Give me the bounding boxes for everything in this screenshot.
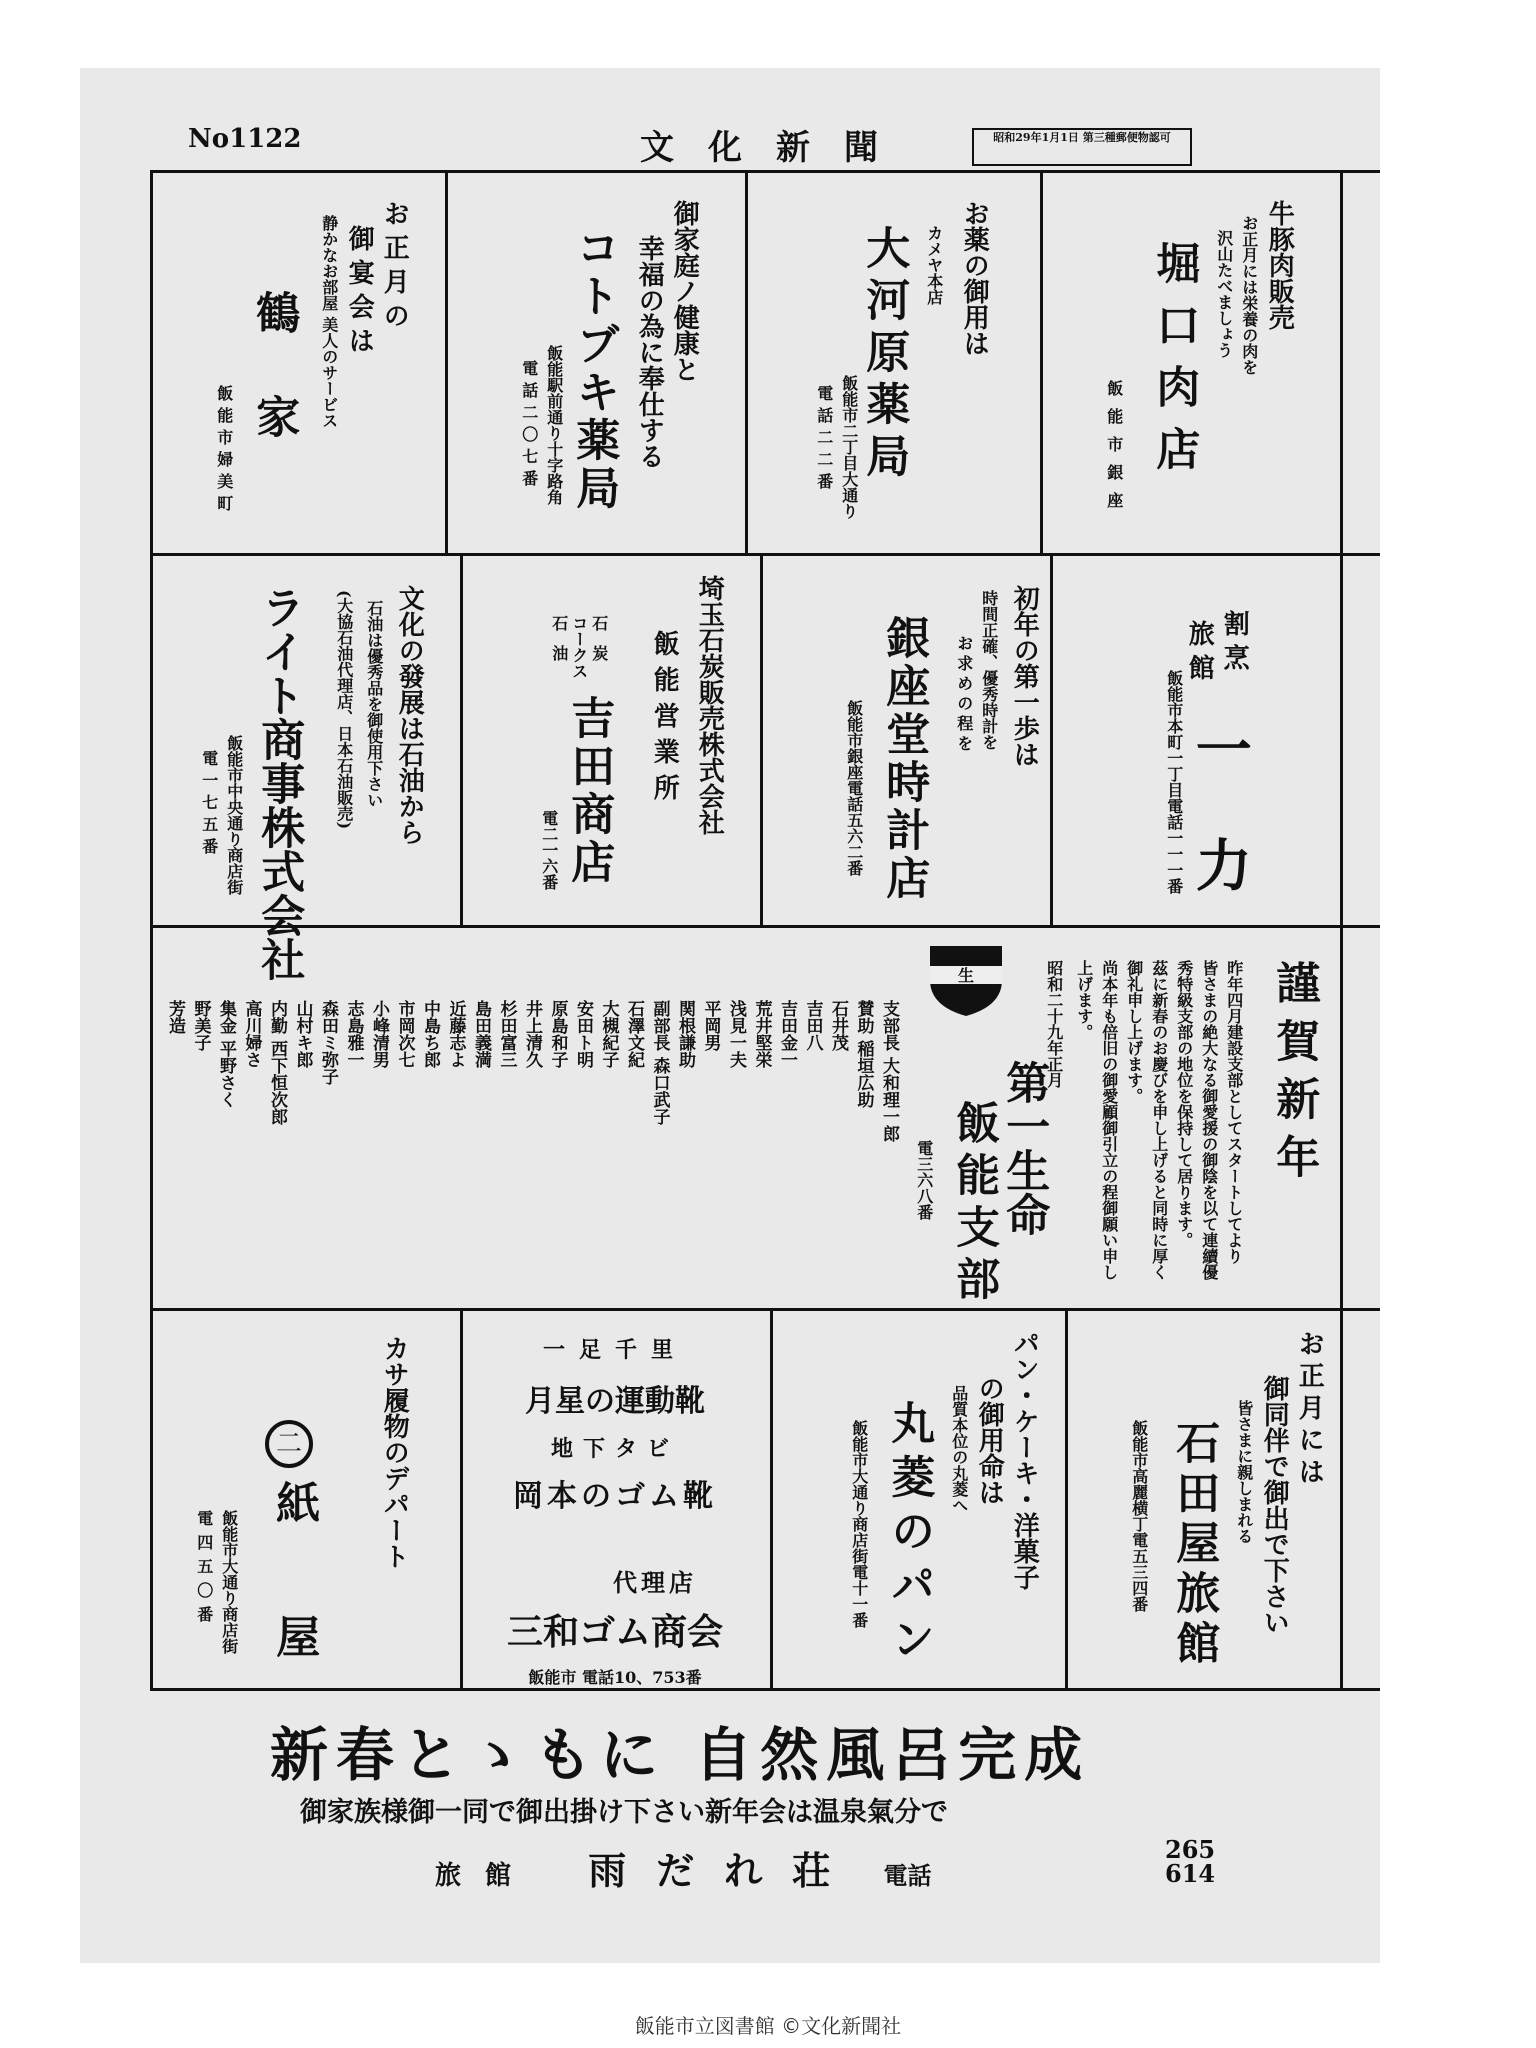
sanwa-name: 三和ゴム商会 <box>506 1611 723 1653</box>
kotobuki-tel: 電話二〇七番 <box>519 360 539 492</box>
staff-name: 安田ト明 <box>573 1000 593 1068</box>
staff-name: 野美子 <box>190 1000 211 1051</box>
okawara-line1: お薬の御用は <box>959 200 990 356</box>
staff-name: 島田義満 <box>471 1000 491 1068</box>
staff-name: 石澤文紀 <box>624 1000 644 1068</box>
ishidaya-addr: 飯能市高麗横丁電五三四番 <box>1129 1420 1149 1612</box>
staff-name: 石井茂 <box>828 1000 848 1051</box>
staff-name: 支部長 大和理一郎 <box>879 1000 899 1142</box>
kamiya-line1: カサ履物のデパート <box>379 1335 410 1569</box>
yoshida-item1: 石炭 <box>589 615 609 675</box>
greeting-body7: 上げます。 <box>1074 960 1094 1040</box>
rule <box>150 170 153 1690</box>
rule <box>460 553 463 925</box>
sanwa-line2: 月星の運動靴 <box>525 1384 705 1419</box>
banner-headline: 新春とゝもに 自然風呂完成 <box>270 1721 1091 1789</box>
rule <box>150 170 1380 173</box>
sanwa-line1: 一足千里 <box>542 1337 687 1363</box>
ginzado-line3: お求めの程を <box>954 635 974 755</box>
rule <box>770 1308 773 1688</box>
light-name: ライト商事株式会社 <box>253 585 305 981</box>
kotobuki-name: コトブキ薬局 <box>568 225 620 513</box>
light-addr: 飯能市中央通り商店街 <box>224 735 244 895</box>
yoshida-line1: 埼玉石炭販売株式会社 <box>694 575 725 835</box>
staff-name: 吉田金一 <box>777 1000 797 1068</box>
staff-name: 関根謙助 <box>675 1000 695 1068</box>
kamiya-addr: 飯能市大通り商店街 <box>219 1510 239 1654</box>
staff-name: 大槻紀子 <box>598 1000 619 1068</box>
staff-name: 集金 平野さく <box>216 1000 236 1108</box>
staff-name: 志島雅一 <box>343 1000 364 1068</box>
greeting-date: 昭和二十九年正月 <box>1044 960 1064 1088</box>
staff-name: 内勤 西下恒次郎 <box>267 1000 287 1125</box>
daiichi-logo-icon <box>926 940 1006 1020</box>
yoshida-line2: 飯能営業所 <box>649 630 680 810</box>
rule <box>150 553 1380 556</box>
banner-inn <box>435 1840 932 1895</box>
rule <box>1065 1308 1068 1688</box>
greeting-body5: 御礼申し上げます。 <box>1124 960 1144 1104</box>
yoshida-tel: 電二一六番 <box>539 810 559 890</box>
sanwa-ad <box>470 1325 760 1687</box>
branch-name: 飯能支部 <box>948 1100 1000 1308</box>
ichiriki-name: 一力 <box>1186 720 1253 952</box>
yoshida-name: 吉田商店 <box>563 695 615 887</box>
marubishi-name: 丸菱のパン <box>883 1400 935 1670</box>
okawara-sub: カメヤ本店 <box>924 225 944 305</box>
ginzado-addr: 飯能市銀座電話五六二番 <box>844 700 864 876</box>
ginzado-line1: 初年の第一歩は <box>1009 585 1040 767</box>
horiguchi-name: 堀口肉店 <box>1148 240 1200 488</box>
kamiya-mark: 二 <box>265 1420 313 1468</box>
staff-name: 高川婦さ <box>241 1000 262 1068</box>
staff-name: 小峰清男 <box>369 1000 389 1068</box>
staff-name: 杉田富三 <box>496 1000 517 1068</box>
bottom-banner <box>175 1690 1345 1900</box>
staff-name: 賛助 稲垣広助 <box>853 1000 874 1108</box>
ishidaya-line3: 皆さまに親しまれる <box>1234 1400 1254 1544</box>
staff-name: 荒井堅栄 <box>751 1000 772 1068</box>
kotobuki-line1: 御家庭ノ健康と <box>669 200 700 382</box>
horiguchi-headline: 牛豚肉販売 <box>1264 200 1295 330</box>
light-tel: 電一七五番 <box>199 750 219 860</box>
rule <box>745 170 748 553</box>
rule <box>1040 170 1043 553</box>
yoshida-item2: コークス <box>569 615 589 679</box>
sanwa-agent: 代理店 <box>613 1568 697 1597</box>
company-name: 第一生命 <box>998 1060 1050 1236</box>
marubishi-line1: パン・ケーキ・洋菓子 <box>1009 1330 1040 1590</box>
staff-name: 平岡男 <box>700 1000 721 1051</box>
kamiya-mark-icon <box>265 1420 313 1468</box>
staff-name: 原島和子 <box>547 1000 568 1068</box>
ishidaya-line2: 御同伴で御出で下さい <box>1259 1375 1290 1635</box>
horiguchi-sub2: 沢山たべましょう <box>1214 230 1234 358</box>
staff-name: 中島ち郎 <box>420 1000 440 1068</box>
ginzado-line2: 時間正確、優秀時計を <box>979 590 999 750</box>
tsuruya-name: 鶴家 <box>248 290 300 498</box>
ishidaya-line1: お正月には <box>1294 1330 1325 1490</box>
rule <box>1050 553 1053 925</box>
banner-phone2: 614 <box>1165 1859 1216 1888</box>
ichiriki-addr: 飯能市本町一丁目電話一一一番 <box>1164 670 1184 894</box>
tsuruya-line1: お正月の <box>379 200 410 336</box>
okawara-name: 大河原薬局 <box>858 225 910 485</box>
staff-name: 近藤志よ <box>445 1000 466 1068</box>
footer-credit: 飯能市立図書館 ©文化新聞社 <box>634 2014 902 2038</box>
ichiriki-line2: 旅館 <box>1184 620 1215 688</box>
banner-phone <box>1165 1835 1216 1888</box>
light-line1: 文化の發展は石油から <box>394 585 425 845</box>
greeting-body4: 茲に新春のお慶びを申し上げると同時に厚く <box>1149 960 1169 1280</box>
rule <box>460 1308 463 1688</box>
rule <box>445 170 448 553</box>
greeting-body3: 秀特級支部の地位を保持して居ります。 <box>1174 960 1194 1248</box>
greeting-body6: 尚本年も倍旧の御愛顧御引立の程御願い申し <box>1099 960 1119 1280</box>
branch-tel: 電三六八番 <box>914 1140 934 1220</box>
logo-mark: 生 <box>957 966 975 985</box>
tsuruya-addr: 飯能市婦美町 <box>214 385 234 517</box>
rule <box>1340 170 1343 1690</box>
okawara-tel: 電話二二番 <box>814 385 834 495</box>
ishidaya-name: 石田屋旅館 <box>1168 1420 1220 1670</box>
staff-name: 副部長 森口武子 <box>649 1000 670 1125</box>
banner-inn-tel-label: 電話 <box>883 1861 932 1890</box>
yoshida-item3: 石油 <box>549 615 569 675</box>
kotobuki-addr: 飯能駅前通り十字路角 <box>544 345 564 505</box>
banner-inn-type: 旅館 <box>435 1861 536 1891</box>
kamiya-tel: 電四五〇番 <box>194 1510 214 1630</box>
greeting: 謹賀新年 <box>1268 960 1320 1192</box>
banner-inn-name: 雨だれ荘 <box>588 1848 861 1893</box>
staff-name: 井上清久 <box>522 1000 542 1068</box>
kamiya-name: 紙屋 <box>268 1480 320 1748</box>
staff-name: 吉田八 <box>802 1000 823 1051</box>
sanwa-line4: 岡本のゴム靴 <box>513 1479 717 1514</box>
rule <box>150 1308 1380 1311</box>
marubishi-addr: 飯能市大通り商店街電十一番 <box>849 1420 869 1628</box>
greeting-body2: 皆さまの絶大なる御愛援の御陰を以て連續優 <box>1199 960 1219 1280</box>
banner-subline: 御家族様御一同で御出掛け下さい新年会は温泉氣分で <box>300 1797 948 1828</box>
ginzado-name: 銀座堂時計店 <box>878 615 930 903</box>
staff-name: 芳造 <box>165 1000 185 1034</box>
sanwa-addr: 飯能市 電話10、753番 <box>528 1668 702 1687</box>
staff-name: 山村キ郎 <box>292 1000 313 1068</box>
staff-name: 市岡次七 <box>394 1000 415 1068</box>
kotobuki-line2: 幸福の為に奉仕する <box>634 235 665 469</box>
light-line3: (大協石油代理店、日本石油販売) <box>334 590 354 830</box>
tsuruya-line2: 御宴会は <box>344 225 375 361</box>
greeting-body1: 昨年四月建設支部としてスタートしてより <box>1224 960 1244 1264</box>
staff-name: 浅見一夫 <box>726 1000 746 1068</box>
rule <box>760 553 763 925</box>
masthead <box>80 120 1380 170</box>
issue-number: No1122 <box>188 124 302 154</box>
newspaper-title: 文化新聞 <box>640 128 912 168</box>
marubishi-line2: の御用命は <box>974 1375 1005 1505</box>
ichiriki-line1: 割烹 <box>1219 610 1250 678</box>
okawara-addr: 飯能市二丁目大通り <box>839 375 859 519</box>
sanwa-line3: 地下タビ <box>550 1436 679 1462</box>
staff-name: 森田ミ弥子 <box>318 1000 338 1085</box>
horiguchi-sub1: お正月には栄養の肉を <box>1239 215 1259 375</box>
marubishi-line3: 品質本位の丸菱へ <box>949 1385 969 1513</box>
tsuruya-sub: 静かなお部屋 美人のサービス <box>319 215 339 429</box>
light-line2: 石油は優秀品を御使用下さい <box>364 600 384 808</box>
horiguchi-addr: 飯能市銀座 <box>1104 380 1124 520</box>
date-notice: 昭和29年1月1日 第三種郵便物認可 <box>972 128 1192 166</box>
banner-phone1: 265 <box>1165 1835 1216 1864</box>
